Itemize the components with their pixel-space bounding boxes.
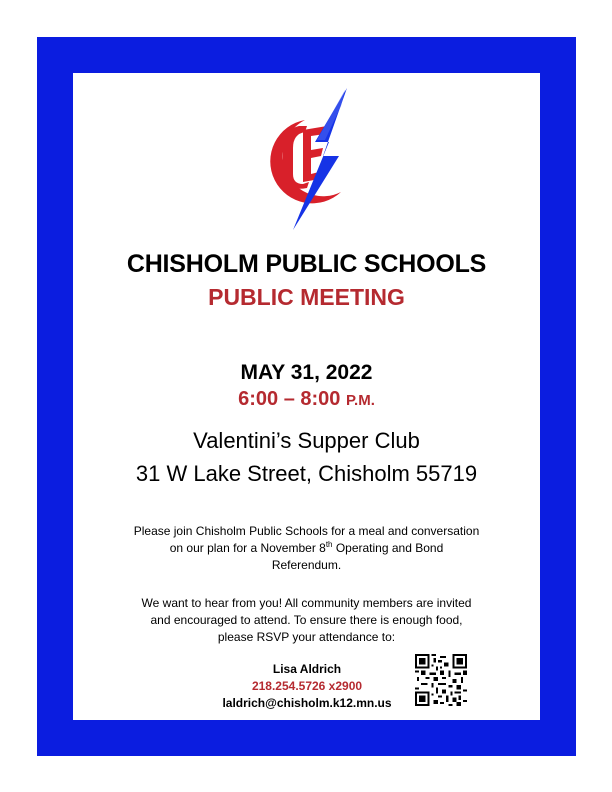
invitation-line — [37, 540, 576, 557]
district-title: CHISHOLM PUBLIC SCHOOLS — [126, 250, 487, 278]
rsvp-line: We want to hear from you! All community members are invited — [141, 596, 472, 610]
rsvp-paragraph — [37, 595, 576, 646]
invitation-paragraph — [37, 523, 576, 574]
venue-address: 31 W Lake Street, Chisholm 55719 — [135, 461, 478, 486]
meeting-title: PUBLIC MEETING — [208, 284, 405, 310]
rsvp-line: and encouraged to attend. To ensure there is enough food, — [150, 613, 463, 627]
invitation-text: Operating and Bond — [332, 541, 444, 555]
contact-name: Lisa Aldrich — [272, 662, 342, 676]
event-time — [37, 388, 576, 411]
event-date: MAY 31, 2022 — [240, 361, 373, 384]
event-time-range: 6:00 – 8:00 — [238, 388, 341, 410]
school-logo-icon — [253, 86, 353, 232]
invitation-line: Referendum. — [271, 558, 342, 572]
venue-name: Valentini’s Supper Club — [193, 428, 420, 453]
invitation-text: on our plan for a November 8 — [169, 541, 326, 555]
contact-phone: 218.254.5726 x2900 — [251, 679, 363, 693]
invitation-line: Please join Chisholm Public Schools for a meal and conversation — [133, 524, 480, 538]
qr-code-icon[interactable] — [415, 654, 467, 706]
ordinal-suffix: th — [325, 540, 333, 549]
event-time-suffix: P.M. — [345, 392, 375, 409]
contact-email-link[interactable]: laldrich@chisholm.k12.mn.us — [222, 696, 392, 710]
rsvp-line: please RSVP your attendance to: — [217, 630, 396, 644]
